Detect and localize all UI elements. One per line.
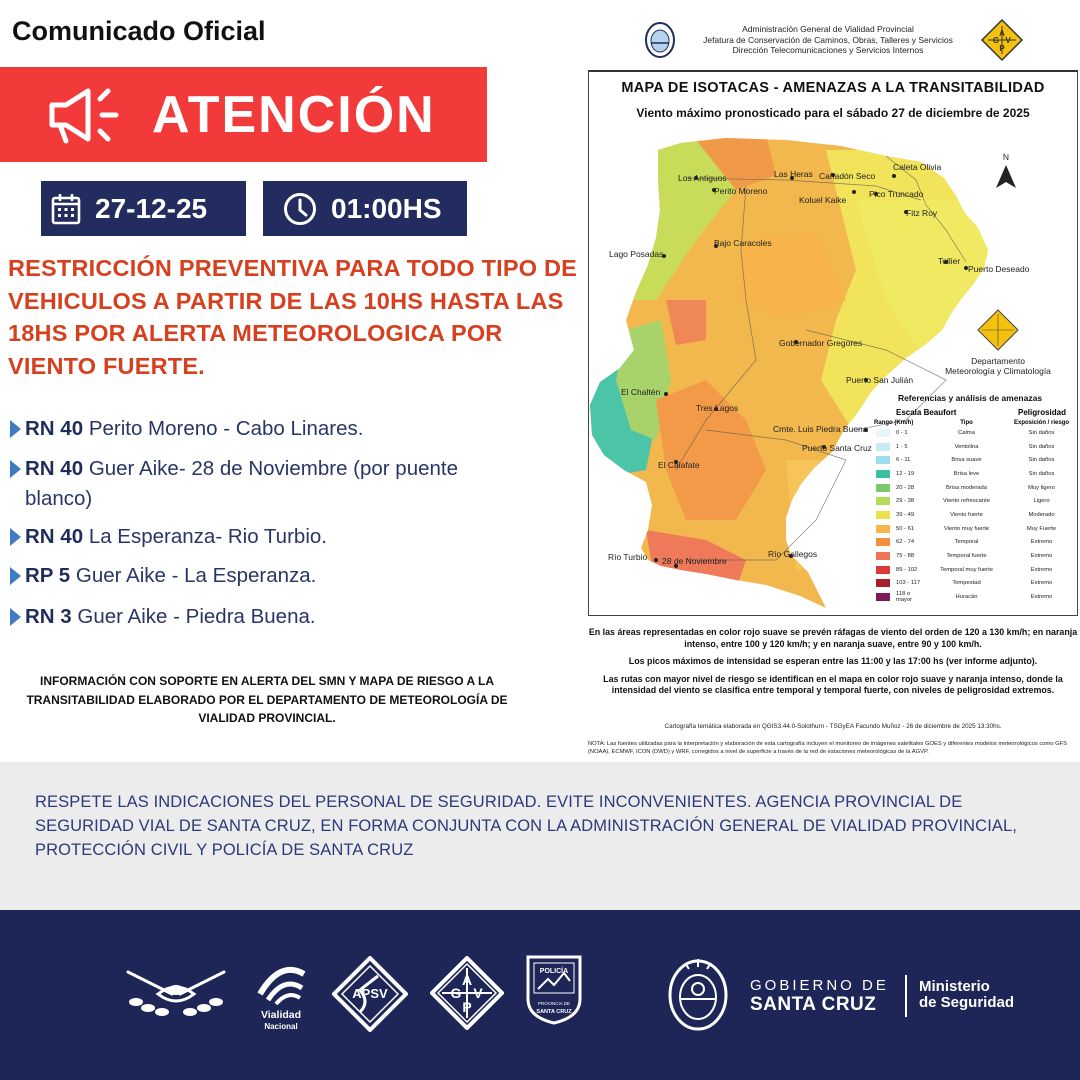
- ministerio-seguridad-label: Ministerio de Seguridad: [919, 978, 1015, 1011]
- routes-list: [8, 414, 478, 632]
- legend-row: 39 - 49 Viento fuerte Moderado: [866, 508, 1074, 522]
- svg-text:Tres Lagos: Tres Lagos: [696, 403, 739, 413]
- legend-row: 1 - 5 Ventolina Sin daños: [866, 440, 1074, 454]
- isotach-map: [586, 0, 1080, 762]
- attention-label: ATENCIÓN: [152, 85, 436, 144]
- legend-row: 103 - 117 Tempestad Extremo: [866, 577, 1074, 591]
- svg-text:SANTA CRUZ: SANTA CRUZ: [536, 1009, 572, 1015]
- route-text: Guer Aike- 28 de Noviembre (por puente blanco): [25, 457, 459, 510]
- legend-row: 75 - 88 Temporal fuerte Extremo: [866, 549, 1074, 563]
- triangle-right-icon: [10, 420, 21, 438]
- svg-text:Fitz Roy: Fitz Roy: [906, 208, 938, 218]
- legend-row: 62 - 74 Temporal Extremo: [866, 536, 1074, 550]
- svg-text:28 de Noviembre: 28 de Noviembre: [662, 556, 727, 566]
- svg-text:Tellier: Tellier: [938, 256, 961, 266]
- legend-swatch: [876, 552, 890, 560]
- legend-row: 20 - 28 Brisa moderada Muy ligero: [866, 481, 1074, 495]
- map-subtitle: Viento máximo pronosticado para el sábado 27 de diciembre de 2025: [636, 106, 1030, 120]
- legend-swatch: [876, 429, 890, 437]
- list-item: [8, 414, 478, 444]
- triangle-right-icon: [10, 528, 21, 546]
- route-code: RP 5: [25, 564, 71, 587]
- svg-text:Puerto Deseado: Puerto Deseado: [968, 264, 1030, 274]
- santa-cruz-coat-of-arms-icon: [665, 955, 731, 1033]
- triangle-right-icon: [10, 567, 21, 585]
- list-item: [8, 522, 478, 552]
- list-item: [8, 602, 478, 632]
- svg-text:APSV: APSV: [352, 986, 388, 1001]
- agvp-small-logo-icon: [978, 310, 1018, 350]
- legend-row: 89 - 102 Temporal muy fuerte Extremo: [866, 563, 1074, 577]
- calendar-icon: [51, 193, 81, 225]
- svg-text:Puerto Santa Cruz: Puerto Santa Cruz: [802, 443, 872, 453]
- clock-icon: [283, 192, 317, 226]
- svg-text:Nacional: Nacional: [264, 1022, 298, 1031]
- svg-text:V: V: [473, 985, 483, 1001]
- legend-swatch: [876, 538, 890, 546]
- triangle-right-icon: [10, 608, 21, 626]
- legend-swatch: [876, 579, 890, 587]
- legend-row: 0 - 1 Calma Sin daños: [866, 426, 1074, 440]
- route-text: Guer Aike - Piedra Buena.: [77, 605, 316, 628]
- svg-text:PROVINCIA DE: PROVINCIA DE: [537, 1001, 571, 1006]
- svg-text:Vialidad: Vialidad: [260, 1009, 302, 1021]
- svg-text:Caleta Olivia: Caleta Olivia: [893, 162, 942, 172]
- info-text: INFORMACIÓN CON SOPORTE EN ALERTA DEL SMN Y MAPA DE RIESGO A LA TRANSITABILIDAD ELABORADO POR EL DEPARTAMENTO DE METEOROLOGÍA DE VIALIDAD PROVINCIAL.: [26, 674, 508, 725]
- date-badge: [41, 181, 246, 236]
- legend-swatch: [876, 497, 890, 505]
- legend-swatch: [876, 511, 890, 519]
- megaphone-icon: [46, 83, 122, 147]
- legend-swatch: [876, 470, 890, 478]
- legend-row: 29 - 38 Viento refrescante Ligero: [866, 494, 1074, 508]
- svg-text:A: A: [461, 972, 473, 988]
- notice-panel: [0, 762, 1080, 910]
- apsv-logo: [332, 956, 408, 1032]
- policia-santa-cruz-badge: [524, 951, 584, 1025]
- svg-text:Pico Truncado: Pico Truncado: [869, 189, 924, 199]
- divider: [905, 975, 907, 1017]
- legend-row: 118 o mayor Huracán Extremo: [866, 590, 1074, 604]
- vialidad-nacional-logo: [252, 960, 310, 1032]
- time-value: 01:00HS: [331, 192, 442, 224]
- legend-swatch: [876, 443, 890, 451]
- route-code: RN 40: [25, 525, 84, 548]
- svg-text:A: A: [999, 29, 1005, 38]
- legend-row: 6 - 11 Brisa suave Sin daños: [866, 453, 1074, 467]
- svg-text:Río Gallegos: Río Gallegos: [768, 549, 818, 559]
- svg-text:Koluel Kaike: Koluel Kaike: [799, 195, 847, 205]
- svg-text:Los Antiguos: Los Antiguos: [678, 173, 727, 183]
- laurel-crest-icon: [124, 964, 228, 1020]
- route-text: Perito Moreno - Cabo Linares.: [88, 417, 364, 440]
- svg-text:N: N: [1002, 152, 1010, 162]
- map-footnote: NOTA: Las fuentes utilizadas para la interpretación y elaboración de esta cartografía incluyen el monitoreo de imágenes satelitales GOES y diferentes modelos meteorológicos como GFS (NOAA), ECMWF, ICON (DWD) y WRF, corregidos a nivel de superficie a través de la red de estaciones meteorológicas de la AGVP.: [588, 741, 1068, 755]
- attention-banner: [0, 67, 487, 162]
- svg-text:P: P: [999, 44, 1005, 53]
- route-text: Guer Aike - La Esperanza.: [75, 564, 317, 587]
- svg-text:G: G: [992, 36, 1000, 45]
- restriction-text: RESTRICCIÓN PREVENTIVA PARA TODO TIPO DE VEHICULOS A PARTIR DE LAS 10HS HASTA LAS 18HS POR ALERTA METEOROLOGICA POR VIENTO FUERTE.: [8, 255, 578, 379]
- date-value: 27-12-25: [95, 192, 208, 224]
- map-legend: Referencias y análisis de amenazas Escala Beaufort Peligrosidad Rango (Km/h) Tipo Exposición / riesgo 0 - 1 Calma Sin daños 1 - 5 Ventolina Sin daños 6 - 11 Brisa suave Sin daños 12 - 19 Brisa leve Sin daños 20 - 28 Brisa moderada Muy ligero 29 - 38 Viento refrescante Ligero 39 - 49 Viento fuerte Moderado 50 - 61 Viento muy fuerte Muy Fuerte 62 - 74 Temporal Extremo 75 - 88 Temporal fuerte Extremo 89 - 102 Temporal muy fuerte Extremo 103 - 117 Tempestad Extremo 118 o mayor Huracán Extremo: [866, 393, 1074, 604]
- list-item: [8, 561, 478, 591]
- svg-text:Perito Moreno: Perito Moreno: [714, 186, 768, 196]
- legend-row: 12 - 19 Brisa leve Sin daños: [866, 467, 1074, 481]
- svg-text:G: G: [450, 985, 462, 1001]
- svg-text:Lago Posadas: Lago Posadas: [609, 249, 664, 259]
- route-text: La Esperanza- Rio Turbio.: [88, 525, 327, 548]
- route-code: RN 40: [25, 417, 84, 440]
- triangle-right-icon: [10, 460, 21, 478]
- notice-text: RESPETE LAS INDICACIONES DEL PERSONAL DE SEGURIDAD. EVITE INCONVENIENTES. AGENCIA PROVINCIAL DE SEGURIDAD VIAL DE SANTA CRUZ, EN FORMA CONJUNTA CON LA ADMINISTRACIÓN GENERAL DE VIALIDAD PROVINCIAL, PROTECCIÓN CIVIL Y POLICÍA DE SANTA CRUZ: [35, 793, 1017, 859]
- agvp-logo: [430, 956, 504, 1030]
- svg-text:Departamento: Departamento: [971, 356, 1025, 366]
- legend-swatch: [876, 525, 890, 533]
- institution-text: Administración General de Vialidad Provincial Jefatura de Conservación de Caminos, Obras, Talleres y Servicios Dirección Telecomunicaciones y Servicios Internos: [703, 24, 953, 56]
- legend-swatch: [876, 593, 890, 601]
- svg-text:POLICÍA: POLICÍA: [539, 968, 569, 975]
- legend-row: 50 - 61 Viento muy fuerte Muy Fuerte: [866, 522, 1074, 536]
- route-code: RN 3: [25, 605, 72, 628]
- svg-text:El Calafate: El Calafate: [658, 460, 700, 470]
- svg-text:Bajo Caracoles: Bajo Caracoles: [714, 238, 772, 248]
- legend-swatch: [876, 456, 890, 464]
- svg-text:V: V: [1005, 36, 1011, 45]
- svg-text:Meteorología y Climatología: Meteorología y Climatología: [945, 366, 1051, 376]
- svg-text:Las Heras: Las Heras: [774, 169, 813, 179]
- time-badge: [263, 181, 467, 236]
- north-arrow-icon: [996, 152, 1016, 188]
- list-item: [8, 454, 478, 514]
- map-notes: En las áreas representadas en color rojo suave se prevén ráfagas de viento del orden de 120 a 130 km/h; en naranja intenso, entre 100 y 120 km/h; y en naranja suave, entre 90 y 100 km/h. Los picos máximos de intensidad se esperan entre las 11:00 y las 17:00 hs (ver informe adjunto). Las rutas con mayor nivel de riesgo se identifican en el mapa en color rojo suave y naranja intenso, donde la intensidad del viento se clasifica entre temporal y temporal fuerte, con niveles de peligrosidad extremos.: [588, 627, 1078, 695]
- map-title: MAPA DE ISOTACAS - AMENAZAS A LA TRANSITABILIDAD: [621, 80, 1045, 96]
- legend-swatch: [876, 484, 890, 492]
- svg-text:Cmte. Luis Piedra Buena: Cmte. Luis Piedra Buena: [773, 424, 868, 434]
- page-title: Comunicado Oficial: [12, 16, 266, 46]
- map-credit: Cartografía temática elaborada en QGIS3.44.0-Solothurn - TSGyEA Facundo Muñoz - 26 de diciembre de 2025 13:30hs.: [664, 723, 1002, 730]
- route-code: RN 40: [25, 457, 84, 480]
- svg-text:Gobernador Gregores: Gobernador Gregores: [779, 338, 863, 348]
- svg-text:P: P: [462, 999, 472, 1015]
- svg-text:El Chaltén: El Chaltén: [621, 387, 661, 397]
- gobierno-santa-cruz-wordmark: GOBIERNO DE SANTA CRUZ: [750, 977, 889, 1015]
- svg-text:Río Turbio: Río Turbio: [608, 552, 648, 562]
- svg-text:Puerto San Julián: Puerto San Julián: [846, 375, 914, 385]
- legend-swatch: [876, 566, 890, 574]
- svg-text:Cañadón Seco: Cañadón Seco: [819, 171, 876, 181]
